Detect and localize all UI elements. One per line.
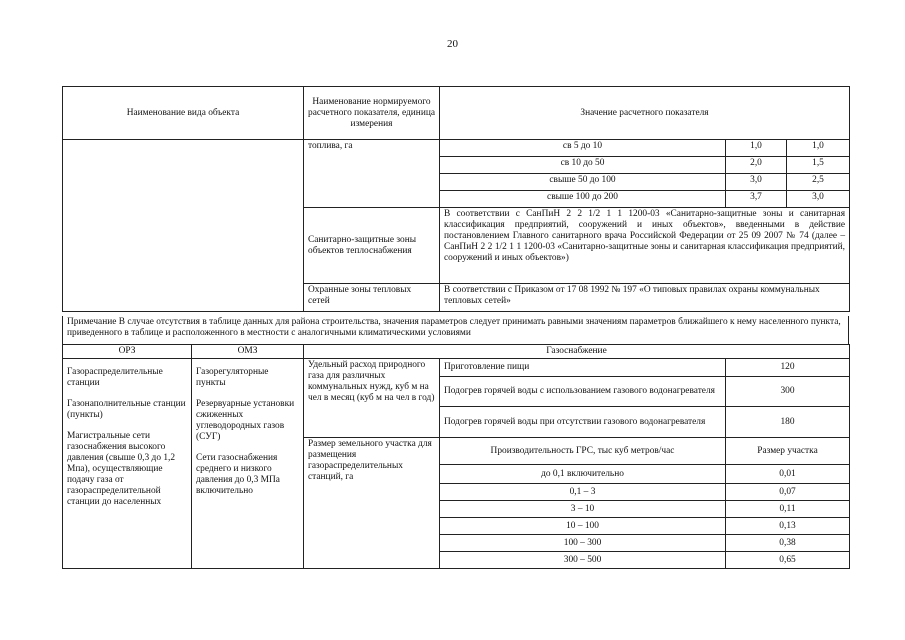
fuel-value-1: 2,0 bbox=[726, 157, 787, 174]
header-omz: ОМЗ bbox=[192, 345, 304, 359]
plot-size: 0,01 bbox=[726, 465, 850, 484]
omz-item: Сети газоснабжения среднего и низкого давления до 0,3 МПа включительно bbox=[196, 453, 280, 496]
plot-size: 0,38 bbox=[726, 535, 850, 552]
sanitary-zones-text: В соответствии с СанПиН 2 2 1/2 1 1 1200-03 «Санитарно-защитные зоны и санитарная классификация предприятий, сооружений и иных объектов», введенными в действие постановлением Главного санитарного врача Российской Федерации от 25 09 2007 № 74 (далее – СанПиН 2 2 1/2 1 1 1200-03 «Санитарно-защитные зоны и санитарная классификация предприятий, сооружений и иных объектов») bbox=[440, 208, 850, 284]
table-row bbox=[63, 140, 850, 157]
orz-item: Газонаполнительные станции (пункты) bbox=[67, 399, 186, 420]
plot-range: 10 – 100 bbox=[440, 518, 726, 535]
plot-size-label: Размер земельного участка для размещения газораспределительных станций, га bbox=[304, 438, 440, 569]
protection-zones-label: Охранные зоны тепловых сетей bbox=[304, 284, 440, 312]
table-row bbox=[63, 359, 850, 377]
plot-size: 0,65 bbox=[726, 552, 850, 569]
orz-item: Магистральные сети газоснабжения высокого давления (свыше 0,3 до 1,2 Мпа), осуществляющие подачу газа от газораспределительной станции до населенных bbox=[67, 431, 176, 507]
omz-item: Газорегуляторные пункты bbox=[196, 367, 269, 388]
consumption-value: 120 bbox=[726, 359, 850, 377]
fuel-label: топлива, га bbox=[304, 140, 440, 208]
fuel-value-2: 1,5 bbox=[787, 157, 850, 174]
fuel-range: св 5 до 10 bbox=[440, 140, 726, 157]
omz-item: Резервуарные установки сжиженных углеводородных газов (СУГ) bbox=[196, 399, 295, 442]
fuel-range: св 10 до 50 bbox=[440, 157, 726, 174]
fuel-range: свыше 100 до 200 bbox=[440, 191, 726, 208]
page-number: 20 bbox=[447, 38, 458, 50]
fuel-value-1: 3,0 bbox=[726, 174, 787, 191]
indicators-table bbox=[62, 86, 850, 312]
header-indicator-name: Наименование нормируемого расчетного показателя, единица измерения bbox=[304, 87, 440, 140]
plot-range: 3 – 10 bbox=[440, 501, 726, 518]
orz-item: Газораспределительные станции bbox=[67, 367, 163, 388]
header-indicator-value: Значение расчетного показателя bbox=[440, 87, 850, 140]
fuel-value-2: 2,5 bbox=[787, 174, 850, 191]
header-gas-supply: Газоснабжение bbox=[304, 345, 850, 359]
plot-range: до 0,1 включительно bbox=[440, 465, 726, 484]
header-orz: ОРЗ bbox=[63, 345, 192, 359]
consumption-value: 300 bbox=[726, 377, 850, 407]
fuel-range: свыше 50 до 100 bbox=[440, 174, 726, 191]
fuel-value-1: 1,0 bbox=[726, 140, 787, 157]
plot-range: 0,1 – 3 bbox=[440, 484, 726, 501]
consumption-name: Подогрев горячей воды с использованием газового водонагревателя bbox=[440, 377, 726, 407]
object-type-cell bbox=[63, 140, 304, 312]
gas-supply-table bbox=[62, 344, 850, 569]
sanitary-zones-label: Санитарно-защитные зоны объектов теплоснабжения bbox=[304, 208, 440, 284]
consumption-name: Приготовление пищи bbox=[440, 359, 726, 377]
plot-size: 0,11 bbox=[726, 501, 850, 518]
plot-size: 0,07 bbox=[726, 484, 850, 501]
gas-consumption-label: Удельный расход природного газа для различных коммунальных нужд, куб м на чел в месяц (куб м на чел в год) bbox=[304, 359, 440, 438]
omz-cell bbox=[192, 359, 304, 569]
plot-size: 0,13 bbox=[726, 518, 850, 535]
table-header-row bbox=[63, 87, 850, 140]
plot-head-capacity: Производительность ГРС, тыс куб метров/час bbox=[440, 438, 726, 465]
consumption-value: 180 bbox=[726, 407, 850, 438]
plot-range: 300 – 500 bbox=[440, 552, 726, 569]
plot-range: 100 – 300 bbox=[440, 535, 726, 552]
fuel-value-1: 3,7 bbox=[726, 191, 787, 208]
protection-zones-text: В соответствии с Приказом от 17 08 1992 № 197 «О типовых правилах охраны коммунальных тепловых сетей» bbox=[440, 284, 850, 312]
table-header-row bbox=[63, 345, 850, 359]
header-object-type: Наименование вида объекта bbox=[63, 87, 304, 140]
plot-head-size: Размер участка bbox=[726, 438, 850, 465]
fuel-value-2: 3,0 bbox=[787, 191, 850, 208]
consumption-name: Подогрев горячей воды при отсутствии газового водонагревателя bbox=[440, 407, 726, 438]
orz-cell bbox=[63, 359, 192, 569]
table-note: Примечание В случае отсутствия в таблице данных для района строительства, значения параметров следует принимать равными значениям параметров ближайшего к нему населенного пункта, приведенного в таблице и расположенного в местности с аналогичными климатическими условиями bbox=[62, 316, 849, 344]
fuel-value-2: 1,0 bbox=[787, 140, 850, 157]
